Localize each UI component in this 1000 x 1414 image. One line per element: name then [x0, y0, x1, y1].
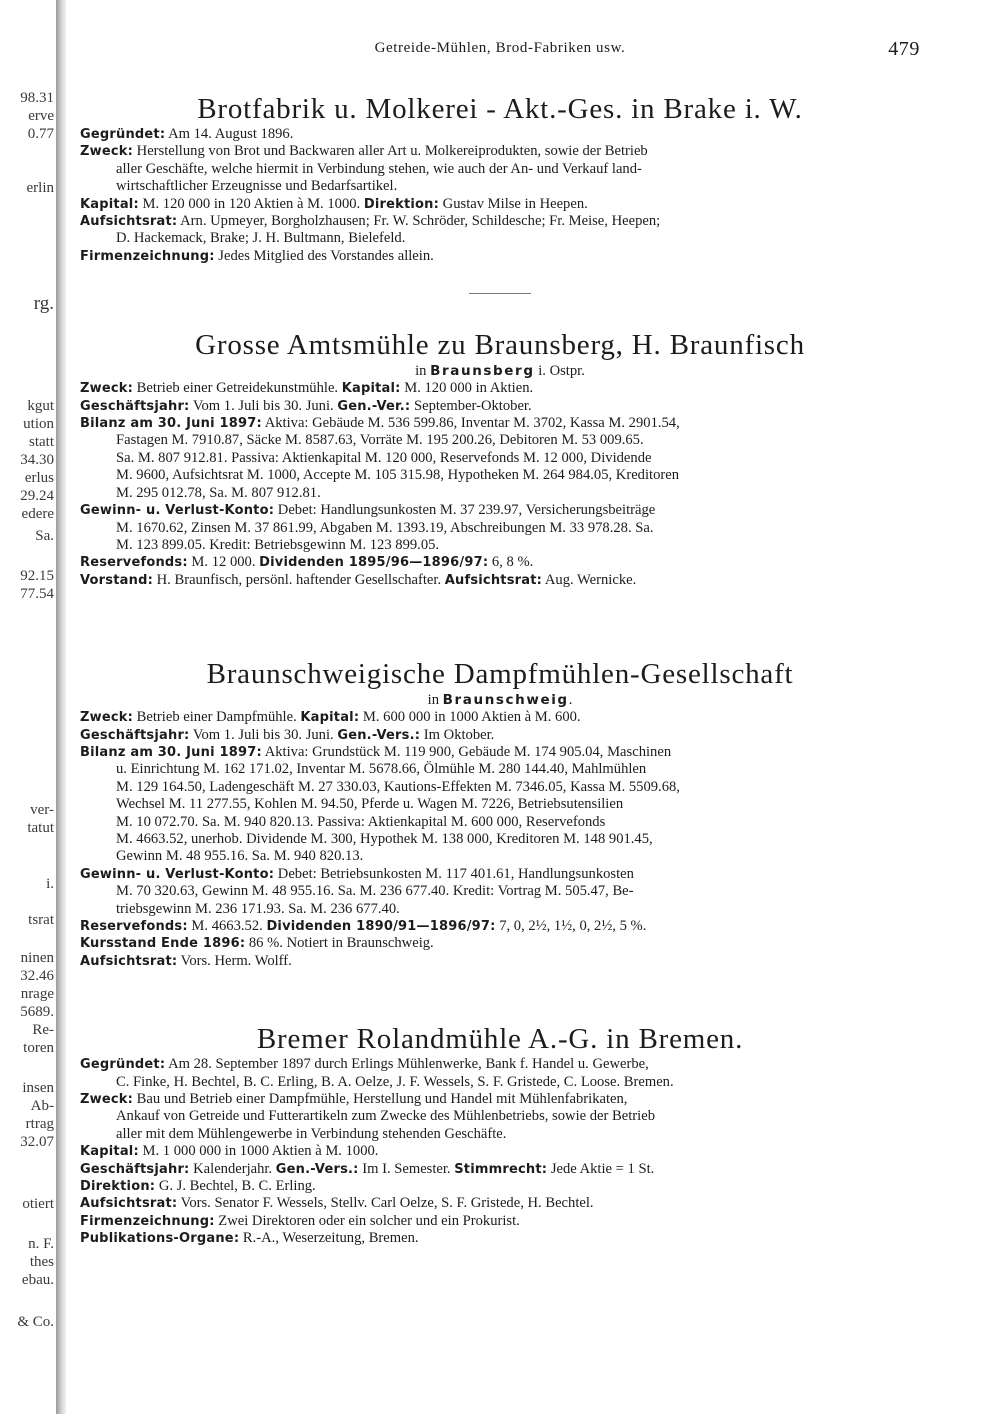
- margin-fragment: erve: [28, 108, 54, 124]
- company-title: Bremer Rolandmühle A.-G. in Bremen.: [256, 1023, 744, 1056]
- company-title: Braunschweigische Dampfmühlen-Gesellschaft: [206, 658, 794, 691]
- entry-line: Geschäftsjahr: Vom 1. Juli bis 30. Juni. Gen.-Vers.: Im Oktober.: [80, 726, 495, 743]
- margin-fragment: erlus: [24, 470, 54, 486]
- entry-line: Gegründet: Am 14. August 1896.: [80, 126, 294, 142]
- page-number: 479: [888, 38, 920, 60]
- company-entry-braunsberg: [80, 328, 920, 589]
- entry-line: Aufsichtsrat: Vors. Senator F. Wessels, Stellv. Carl Oelze, S. F. Gristede, H. Bechtel.: [80, 1195, 594, 1212]
- entry-line: Firmenzeichnung: Zwei Direktoren oder ein solcher und ein Prokurist.: [80, 1212, 520, 1229]
- entry-line: M. 4663.52, unerhob. Dividende M. 300, Hypothek M. 138 000, Kreditoren M. 148 901.45,: [116, 830, 653, 847]
- entry-line: Ankauf von Getreide und Futterartikeln zum Zwecke des Mühlenbetriebs, sowie der Betrieb: [116, 1108, 655, 1125]
- book-gutter: [56, 0, 66, 1414]
- margin-fragment: edere: [21, 506, 54, 522]
- margin-fragment: tsrat: [28, 912, 54, 928]
- margin-fragment: otiert: [22, 1196, 54, 1212]
- margin-fragment: 92.15: [20, 568, 54, 584]
- margin-fragment: & Co.: [17, 1314, 54, 1330]
- running-head-title: Getreide-Mühlen, Brod-Fabriken usw.: [374, 40, 626, 56]
- entry-line: Kapital: M. 120 000 in 120 Aktien à M. 1000. Direktion: Gustav Milse in Heepen.: [80, 195, 588, 212]
- company-entry-braunschweig: [80, 657, 920, 970]
- margin-fragment: ebau.: [21, 1272, 54, 1288]
- margin-fragment: Sa.: [35, 528, 54, 544]
- margin-fragment: 29.24: [20, 488, 54, 504]
- entry-line: M. 1670.62, Zinsen M. 37 861.99, Abgaben M. 1393.19, Abschreibungen M. 33 978.28. Sa.: [116, 519, 654, 536]
- entry-line: Geschäftsjahr: Kalenderjahr. Gen.-Vers.: Im I. Semester. Stimmrecht: Jede Aktie = 1 St.: [80, 1160, 655, 1177]
- margin-fragment: 98.31: [20, 90, 54, 106]
- entry-line: D. Hackemack, Brake; J. H. Bultmann, Bielefeld.: [116, 230, 406, 247]
- margin-fragment: Re-: [32, 1022, 54, 1038]
- entry-line: Reservefonds: M. 4663.52. Dividenden 1890/91—1896/97: 7, 0, 2½, 1½, 0, 2½, 5 %.: [80, 918, 647, 934]
- entry-line: triebsgewinn M. 236 171.93. Sa. M. 236 677.40.: [116, 900, 400, 917]
- entry-line: wirtschaftlicher Erzeugnisse und Bedarfsartikel.: [116, 178, 398, 195]
- entry-line: Gewinn- u. Verlust-Konto: Debet: Betriebsunkosten M. 117 401.61, Handlungsunkosten: [80, 865, 634, 882]
- company-location: in Braunschweig.: [427, 692, 573, 709]
- entry-line: Aufsichtsrat: Arn. Upmeyer, Borgholzhausen; Fr. W. Schröder, Schildesche; Fr. Meise, Heepen;: [80, 213, 661, 230]
- margin-fragment: n. F.: [28, 1236, 54, 1252]
- margin-fragment: statt: [29, 434, 54, 450]
- entry-line: Vorstand: H. Braunfisch, persönl. haftender Gesellschafter. Aufsichtsrat: Aug. Wernicke.: [80, 571, 637, 588]
- entry-line: Zweck: Bau und Betrieb einer Dampfmühle, Herstellung und Handel mit Mühlenfabrikaten,: [80, 1091, 628, 1108]
- entry-line: Gewinn- u. Verlust-Konto: Debet: Handlungsunkosten M. 37 239.97, Versicherungsbeiträge: [80, 502, 656, 519]
- entry-line: aller mit dem Mühlengewerbe in Verbindung stehenden Geschäfte.: [116, 1125, 507, 1142]
- entry-line: Zweck: Herstellung von Brot und Backwaren aller Art u. Molkereiprodukten, sowie der Betrieb: [80, 143, 648, 160]
- margin-fragment: ver-: [30, 802, 54, 818]
- margin-fragment: i.: [46, 876, 54, 892]
- margin-fragment: 5689.: [20, 1004, 54, 1020]
- entry-line: aller Geschäfte, welche hiermit in Verbindung stehen, wie auch der An- und Verkauf land-: [116, 160, 642, 177]
- entry-line: Kursstand Ende 1896: 86 %. Notiert in Braunschweig.: [80, 935, 434, 952]
- entry-line: u. Einrichtung M. 162 171.02, Inventar M. 5678.66, Ölmühle M. 280 144.40, Mahlmühlen: [116, 761, 647, 778]
- margin-fragment: 32.46: [20, 968, 54, 984]
- entry-line: M. 129 164.50, Ladengeschäft M. 27 330.03, Kautions-Effekten M. 7346.05, Kassa M. 5509.68,: [116, 778, 680, 795]
- entry-line: Reservefonds: M. 12 000. Dividenden 1895/96—1896/97: 6, 8 %.: [80, 554, 534, 571]
- entry-line: Wechsel M. 11 277.55, Kohlen M. 94.50, Pferde u. Wagen M. 7226, Betriebsutensilien: [116, 796, 624, 813]
- margin-fragment: ution: [23, 416, 54, 432]
- entry-line: Publikations-Organe: R.-A., Weserzeitung, Bremen.: [80, 1230, 419, 1247]
- entry-line: Zweck: Betrieb einer Dampfmühle. Kapital: M. 600 000 in 1000 Aktien à M. 600.: [80, 709, 581, 726]
- entry-line: Firmenzeichnung: Jedes Mitglied des Vorstandes allein.: [80, 247, 434, 264]
- entry-line: Bilanz am 30. Juni 1897: Aktiva: Grundstück M. 119 900, Gebäude M. 174 905.04, Maschinen: [80, 743, 672, 760]
- entry-line: M. 123 899.05. Kredit: Betriebsgewinn M. 123 899.05.: [116, 536, 440, 553]
- margin-fragment: 0.77: [27, 126, 54, 142]
- margin-fragment: tatut: [27, 820, 54, 836]
- entry-line: Aufsichtsrat: Vors. Herm. Wolff.: [80, 952, 292, 969]
- margin-fragment: kgut: [27, 398, 54, 414]
- company-entry-bremen: [80, 1022, 920, 1247]
- margin-fragment: 32.07: [20, 1134, 54, 1150]
- company-entry-brake: [80, 92, 920, 265]
- entry-line: Gegründet: Am 28. September 1897 durch Erlings Mühlenwerke, Bank f. Handel u. Gewerbe,: [80, 1056, 649, 1073]
- margin-fragment: Ab-: [30, 1098, 54, 1114]
- entry-line: Zweck: Betrieb einer Getreidekunstmühle. Kapital: M. 120 000 in Aktien.: [80, 380, 534, 397]
- entry-line: Geschäftsjahr: Vom 1. Juli bis 30. Juni. Gen.-Ver.: September-Oktober.: [80, 397, 532, 414]
- margin-fragment: nrage: [20, 986, 54, 1002]
- separator-rule: [469, 293, 531, 294]
- entry-line: M. 70 320.63, Gewinn M. 48 955.16. Sa. M. 236 677.40. Kredit: Vortrag M. 505.47, Be-: [116, 883, 634, 900]
- entry-line: M. 295 012.78, Sa. M. 807 912.81.: [116, 484, 321, 501]
- entry-line: Kapital: M. 1 000 000 in 1000 Aktien à M. 1000.: [80, 1143, 379, 1160]
- running-head: [80, 38, 920, 68]
- margin-fragment: toren: [23, 1040, 54, 1056]
- margin-fragment: thes: [29, 1254, 54, 1270]
- entry-line: Direktion: G. J. Bechtel, B. C. Erling.: [80, 1178, 316, 1195]
- entry-line: M. 9600, Aufsichtsrat M. 1000, Accepte M. 105 315.98, Hypotheken M. 264 984.05, Kreditoren: [116, 467, 680, 484]
- margin-fragment: ninen: [20, 950, 54, 966]
- margin-fragment: rtrag: [25, 1116, 54, 1132]
- margin-fragment: erlin: [26, 180, 54, 196]
- entry-line: C. Finke, H. Bechtel, B. C. Erling, B. A. Oelze, J. F. Wessels, S. F. Gristede, C. Loose. Bremen.: [116, 1073, 674, 1090]
- entry-line: Fastagen M. 7910.87, Säcke M. 8587.63, Vorräte M. 195 200.26, Debitoren M. 53 009.65.: [116, 432, 644, 449]
- company-location: in Braunsberg i. Ostpr.: [415, 363, 585, 380]
- page: [80, 38, 920, 1248]
- entry-line: M. 10 072.70. Sa. M. 940 820.13. Passiva: Aktienkapital M. 600 000, Reservefonds: [116, 813, 606, 830]
- margin-fragment: rg.: [33, 293, 54, 314]
- left-margin-adjacent-page: [0, 0, 56, 1414]
- entry-line: Sa. M. 807 912.81. Passiva: Aktienkapital M. 120 000, Reservefonds M. 12 000, Dividende: [116, 449, 652, 466]
- margin-fragment: 34.30: [20, 452, 54, 468]
- company-title: Grosse Amtsmühle zu Braunsberg, H. Braunfisch: [195, 329, 805, 362]
- margin-fragment: insen: [22, 1080, 54, 1096]
- company-title: Brotfabrik u. Molkerei - Akt.-Ges. in Brake i. W.: [197, 93, 803, 125]
- margin-fragment: 77.54: [20, 586, 54, 602]
- entry-line: Gewinn M. 48 955.16. Sa. M. 940 820.13.: [116, 848, 364, 865]
- entry-line: Bilanz am 30. Juni 1897: Aktiva: Gebäude M. 536 599.86, Inventar M. 3702, Kassa M. 2901.54,: [80, 415, 680, 432]
